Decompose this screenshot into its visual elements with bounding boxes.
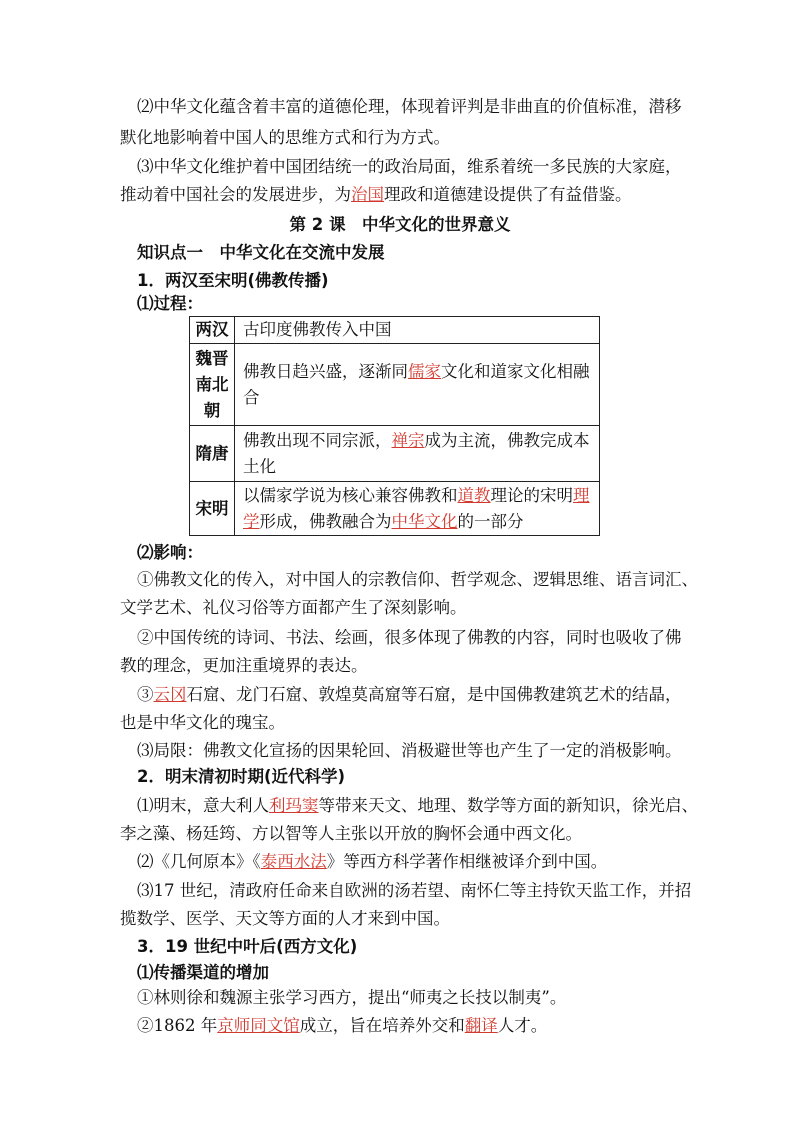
text-segment: 》等西方科学著作相继被译介到中国。 <box>326 852 608 871</box>
text-segment: 石窟、龙门石窟、敦煌莫高窟等石窟，是中国佛教建筑艺术的结晶， <box>186 685 682 704</box>
para-3-line-2 <box>120 182 632 208</box>
keyword-answer: 治国 <box>351 185 384 204</box>
text-segment: 形成，佛教融合为 <box>259 511 392 531</box>
keyword-answer: 翻译 <box>464 1016 498 1035</box>
keyword-answer: 儒家 <box>408 361 441 381</box>
text-segment: 以儒家学说为核心兼容佛教和 <box>243 485 458 505</box>
text-segment: 人才。 <box>497 1016 548 1035</box>
impact-heading: ⑵影响： <box>137 543 203 562</box>
process-heading: ⑴过程： <box>137 294 203 313</box>
s2-item-3-line-1: ⑶17 世纪，清政府任命来自欧洲的汤若望、南怀仁等主持钦天监工作，并招 <box>137 881 692 900</box>
s3-item-2-line <box>137 1013 547 1039</box>
keyword-answer: 京师同文馆 <box>217 1016 300 1035</box>
impact-3-line-1 <box>137 682 682 708</box>
impact-2-line-1: ②中国传统的诗词、书法、绘画，很多体现了佛教的内容，同时也吸收了佛 <box>137 628 682 647</box>
impact-1-line-2: 文学艺术、礼仪习俗等方面都产生了深刻影响。 <box>120 598 467 617</box>
limitation-line: ⑶局限：佛教文化宣扬的因果轮回、消极避世等也产生了一定的消极影响。 <box>137 741 682 760</box>
keyword-answer: 利玛窦 <box>269 796 319 815</box>
para-2-line-2: 默化地影响着中国人的思维方式和行为方式。 <box>120 128 450 147</box>
keyword-answer: 泰西水法 <box>260 852 327 871</box>
text-segment: 理论的宋明 <box>490 485 573 505</box>
text-segment: 成立，旨在培养外交和 <box>299 1016 465 1035</box>
text-segment: 成为主流，佛教完成本土化 <box>243 430 590 476</box>
section-1-heading: 1．两汉至宋明(佛教传播) <box>137 271 329 290</box>
keyword-answer: 禅宗 <box>391 430 425 450</box>
text-segment: 古印度佛教传入中国 <box>243 320 392 339</box>
table-row <box>190 344 600 426</box>
desc-cell <box>235 344 600 426</box>
era-cell: 宋明 <box>190 482 235 536</box>
section-2-heading: 2．明末清初时期(近代科学) <box>137 767 346 786</box>
lesson-title: 第 2 课 中华文化的世界意义 <box>289 215 511 234</box>
buddhism-history-table <box>189 316 600 536</box>
text-segment: ⑵《几何原本》《 <box>137 852 261 871</box>
text-segment: ②1862 年 <box>137 1016 218 1035</box>
s2-item-3-line-2: 揽数学、医学、天文等方面的人才来到中国。 <box>120 909 450 928</box>
text-segment: ⑴明末，意大利人 <box>137 796 269 815</box>
text-segment: 的一部分 <box>457 511 524 531</box>
desc-cell <box>235 482 600 536</box>
impact-3-line-2: 也是中华文化的瑰宝。 <box>120 713 285 732</box>
text-segment: ③ <box>137 685 154 704</box>
era-cell: 魏晋南北朝 <box>190 344 235 426</box>
impact-1-line-1: ①佛教文化的传入，对中国人的宗教信仰、哲学观念、逻辑思维、语言词汇、 <box>137 570 698 589</box>
s2-item-2-line <box>137 849 607 875</box>
text-segment: 佛教日趋兴盛，逐渐同 <box>243 361 408 381</box>
desc-cell <box>235 317 600 344</box>
desc-cell <box>235 426 600 482</box>
text-segment: 理政和道德建设提供了有益借鉴。 <box>384 185 632 204</box>
keyword-answer: 道教 <box>457 485 491 505</box>
knowledge-point-heading: 知识点一 中华文化在交流中发展 <box>137 243 385 262</box>
keyword-answer: 云冈 <box>153 685 187 704</box>
text-segment: 文化和道家文化相融合 <box>243 361 590 407</box>
table-row <box>190 317 600 344</box>
keyword-answer: 理学 <box>243 485 590 531</box>
para-2-line-1: ⑵中华文化蕴含着丰富的道德伦理，体现着评判是非曲直的价值标准，潜移 <box>137 97 682 116</box>
para-3-line-1: ⑶中华文化维护着中国团结统一的政治局面，维系着统一多民族的大家庭， <box>137 157 682 176</box>
s2-item-1-line-2: 李之藻、杨廷筠、方以智等人主张以开放的胸怀会通中西文化。 <box>120 824 582 843</box>
section-3-subheading: ⑴传播渠道的增加 <box>137 963 269 982</box>
s2-item-1-line-1 <box>137 793 698 819</box>
table-row <box>190 426 600 482</box>
era-cell: 两汉 <box>190 317 235 344</box>
text-segment: 佛教出现不同宗派， <box>243 430 392 450</box>
keyword-answer: 中华文化 <box>391 511 458 531</box>
table-row <box>190 482 600 536</box>
era-cell: 隋唐 <box>190 426 235 482</box>
section-3-heading: 3．19 世纪中叶后(西方文化) <box>137 937 358 956</box>
text-segment: 推动着中国社会的发展进步，为 <box>120 185 351 204</box>
text-segment: 等带来天文、地理、数学等方面的新知识，徐光启、 <box>318 796 698 815</box>
impact-2-line-2: 教的理念，更加注重境界的表达。 <box>120 656 368 675</box>
s3-item-1-line: ①林则徐和魏源主张学习西方，提出“师夷之长技以制夷”。 <box>137 988 567 1007</box>
